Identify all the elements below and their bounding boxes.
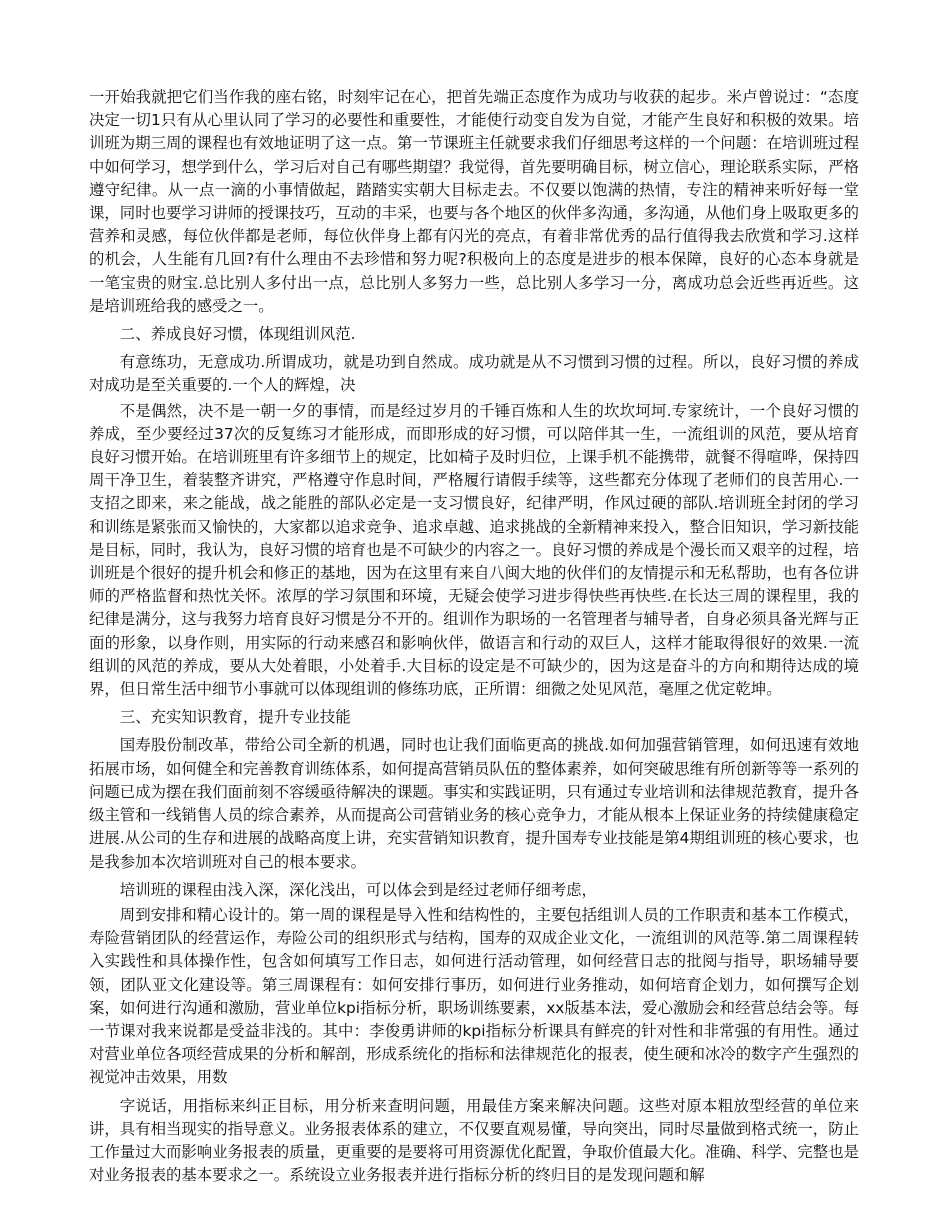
paragraph-reform: 国寿股份制改革，带给公司全新的机遇，同时也让我们面临更高的挑战.如何加强营销管理，如何迅速有效地拓展市场，如何健全和完善教育训练体系，如何提高营销员队伍的整体素养，如何突破思维有所创新等等一系列的问题已成为摆在我们面前刻不容缓亟待解决的课题。事实和实践证明，只有通过专业培训和法律规范教育，提升各级主管和一线销售人员的综合素养，从而提高公司营销业务的核心竞争力，才能从根本上保证业务的持续健康稳定进展.从公司的生存和进展的战略高度上讲，充实营销知识教育，提升国寿专业技能是第4期组训班的核心要求，也是我参加本次培训班对自己的根本要求。 [89, 736, 859, 871]
section-heading-knowledge: 三、充实知识教育，提升专业技能 [119, 708, 351, 727]
paragraph-course-details: 周到安排和精心设计的。第一周的课程是导入性和结构性的，主要包括组训人员的工作职责和基本工作模式，寿险营销团队的经营运作，寿险公司的组织形式与结构，国寿的双成企业文化，一流组训的风范等.第二周课程转入实践性和具体操作性，包含如何填写工作日志，如何进行活动管理，如何经营日志的批阅与指导，职场辅导要领，团队亚文化建设等。第三周课程有：如何安排行事历，如何进行业务推动，如何培育企划力，如何撰写企划案，如何进行沟通和激励，营业单位kpi指标分析，职场训练要素，xx版基本法，爱心激励会和经营总结会等。每一节课对我来说都是受益非浅的。其中：李俊勇讲师的kpi指标分析课具有鲜亮的针对性和非常强的有用性。通过对营业单位各项经营成果的分析和解剖，形成系统化的指标和法律规范化的报表，使生硬和冰冷的数字产生强烈的视觉冲击效果，用数 [89, 905, 859, 1087]
document-body [89, 86, 859, 1192]
section-heading-habits: 二、养成良好习惯，体现组训风范. [119, 325, 356, 344]
paragraph-attitude: 一开始我就把它们当作我的座右铭，时刻牢记在心，把首先端正态度作为成功与收获的起步。米卢曾说过：“态度决定一切1只有从心里认同了学习的必要性和重要性，才能使行动变自发为自觉，才能产生良好和积极的效果。培训班为期三周的课程也有效地证明了这一点。第一节课班主任就要求我们仔细思考这样的一个问题：在培训班过程中如何学习，想学到什么，学习后对自己有哪些期望？我觉得，首先要明确目标，树立信心，理论联系实际，严格遵守纪律。从一点一滴的小事情做起，踏踏实实朝大目标走去。不仅要以饱满的热情，专注的精神来听好每一堂课，同时也要学习讲师的授课技巧，互动的丰采，也要与各个地区的伙伴多沟通，多沟通，从他们身上吸取更多的营养和灵感，每位伙伴都是老师，每位伙伴身上都有闪光的亮点，有着非常优秀的品行值得我去欣赏和学习.这样的机会，人生能有几回?有什么理由不去珍惜和努力呢?积极向上的态度是进步的根本保障，良好的心态本身就是一笔宝贵的财宝.总比别人多付出一点，总比别人多努力一些，总比别人多学习一分，离成功总会近些再近些。这是培训班给我的感受之一。 [89, 88, 859, 315]
paragraph-reports: 字说话，用指标来纠正目标，用分析来查明问题，用最佳方案来解决问题。这些对原本粗放型经营的单位来讲，具有相当现实的指导意义。业务报表体系的建立，不仅要直观易懂，导向突出，同时尽量做到格式统一，防止工作量过大而影响业务报表的质量，更重要的是要将可用资源优化配置，争取价值最大化。准确、科学、完整也是对业务报表的基本要求之一。系统设立业务报表并进行指标分析的终归目的是发现问题和解 [89, 1096, 859, 1185]
paragraph-course-intro: 培训班的课程由浅入深，深化浅出，可以体会到是经过老师仔细考虑， [119, 880, 597, 899]
paragraph-habits-body: 不是偶然，决不是一朝一夕的事情，而是经过岁月的千锤百炼和人生的坎坎坷坷.专家统计，一个良好习惯的养成，至少要经过37次的反复练习才能形成，而即形成的好习惯，可以陪伴其一生，一流组训的风范，要从培育良好习惯开始。在培训班里有许多细节上的规定，比如椅子及时归位，上课手机不能携带，就餐不得喧哗，保持四周干净卫生，着装整齐讲究，严格遵守作息时间，严格履行请假手续等，这些都充分体现了老师们的良苦用心.一支招之即来，来之能战，战之能胜的部队必定是一支习惯良好，纪律严明，作风过硬的部队.培训班全封闭的学习和训练是紧张而又愉快的，大家都以追求竞争、追求卓越、追求挑战的全新精神来投入，整合旧知识，学习新技能是目标，同时，我认为，良好习惯的培育也是不可缺少的内容之一。良好习惯的养成是个漫长而又艰辛的过程，培训班是个很好的提升机会和修正的基地，因为在这里有来自八闽大地的伙伴们的友情提示和无私帮助，也有各位讲师的严格监督和热忱关怀。浓厚的学习氛围和环境，无疑会使学习进步得快些再快些.在长达三周的课程里，我的纪律是满分，这与我努力培育良好习惯是分不开的。组训作为职场的一名管理者与辅导者，自身必须具备光辉与正面的形象，以身作则，用实际的行动来感召和影响伙伴，做语言和行动的双巨人，这样才能取得很好的效果.一流组训的风范的养成，要从大处着眼，小处着手.大目标的设定是不可缺少的，因为这是奋斗的方向和期待达成的境界，但日常生活中细节小事就可以体现组训的修练功底，正所谓：细微之处见风范，毫厘之优定乾坤。 [89, 401, 859, 699]
paragraph-habits-intro: 有意练功，无意成功.所谓成功，就是功到自然成。成功就是从不习惯到习惯的过程。所以，良好习惯的养成对成功是至关重要的.一个人的辉煌，决 [89, 353, 859, 395]
